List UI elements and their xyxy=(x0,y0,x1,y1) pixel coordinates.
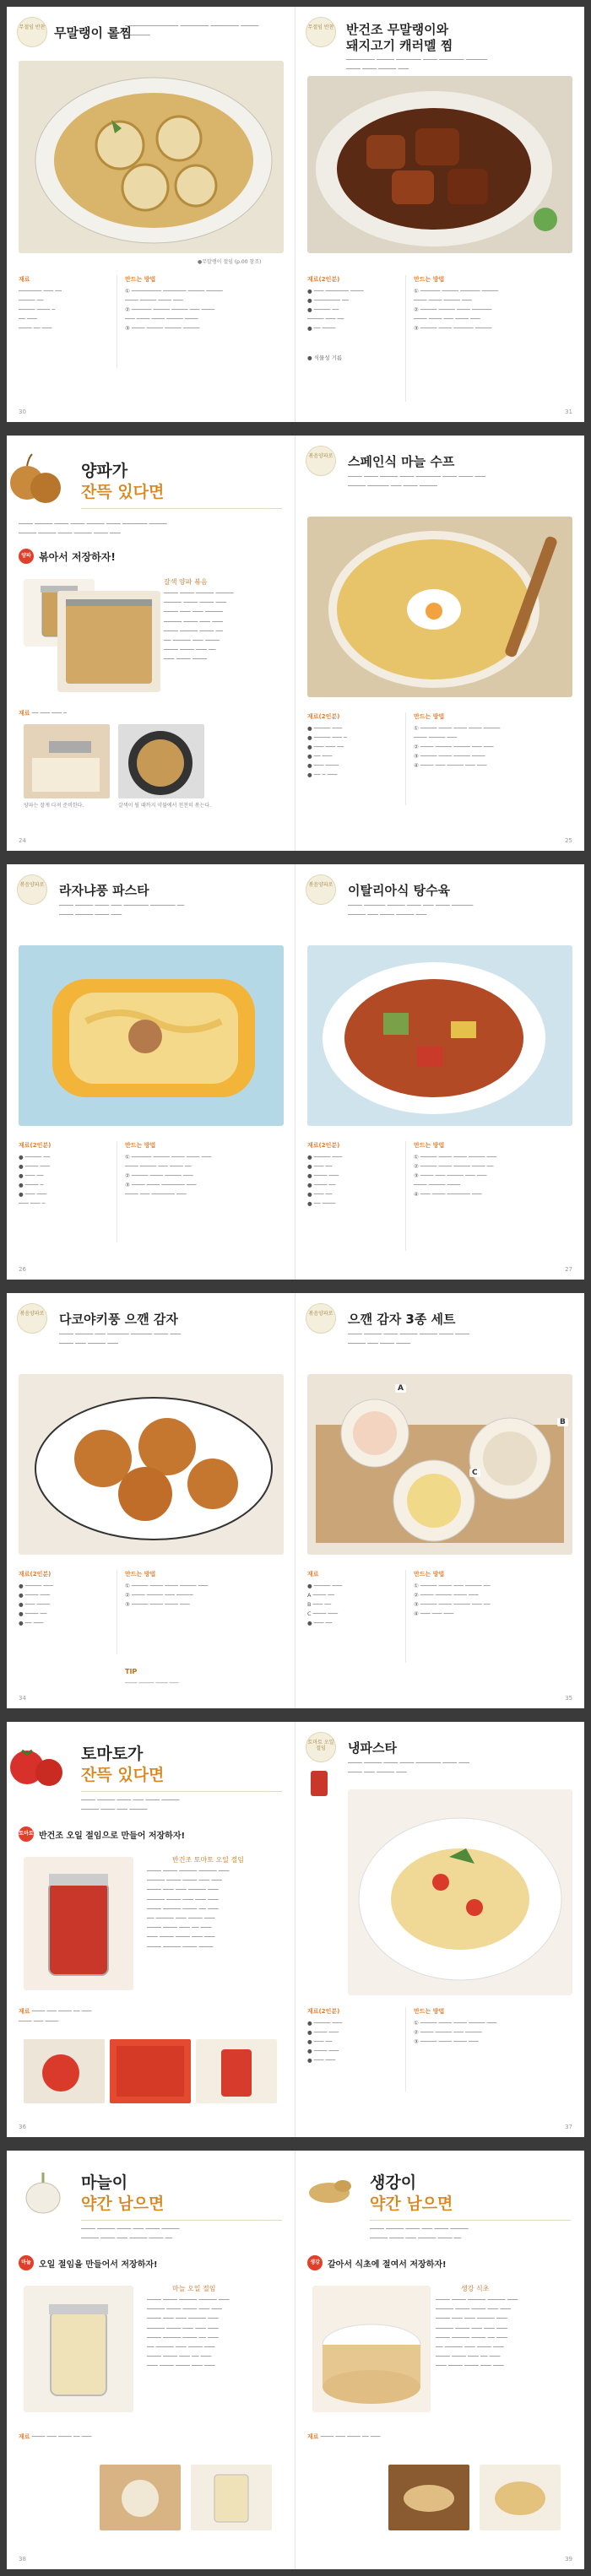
bag-photo xyxy=(57,591,160,692)
recipe-badge: 토마토 오일 절임 xyxy=(306,1732,336,1762)
recipe-description: ─────────────── ──────── ──────── ───── ─────── xyxy=(125,23,259,40)
recipe-title: 이탈리아식 탕수육 xyxy=(348,883,451,898)
dish-photo xyxy=(307,945,572,1126)
sub-heading: 갈색 양파 볶음 xyxy=(164,578,208,586)
garlic-soup-image xyxy=(307,517,572,697)
section-title xyxy=(81,461,164,502)
callout-tag: 생강 xyxy=(307,2255,323,2270)
page-number: 37 xyxy=(565,2124,572,2130)
page-right xyxy=(296,7,584,422)
mashed-potato-set-image xyxy=(307,1374,572,1555)
ingredients-heading: 재료 xyxy=(19,276,30,283)
tomato-jar-photo xyxy=(24,1857,133,1990)
steps-heading: 만드는 방법 xyxy=(414,2008,445,2015)
ingredients-heading: 재료 xyxy=(19,2008,30,2015)
recipe-description: ──── ───── ──── ──── ─────── ──── ─── ──── ─── ───── ─── xyxy=(348,1760,469,1777)
step-caption-1: 양파는 잘게 다져 준비한다. xyxy=(24,803,84,809)
extra-note: ● 식물성 기름 xyxy=(307,354,343,362)
page-number: 34 xyxy=(19,1695,26,1702)
ginger-vinegar-photo xyxy=(312,2286,431,2412)
dish-photo xyxy=(348,1789,572,1995)
ginger-mix-image xyxy=(480,2465,561,2530)
divider xyxy=(405,2007,406,2092)
steps: 만드는 방법 ① ───── ──── ─── ───── ── ② ──── ───── ──── ─── ③ ───── ──── ───── ─── ── ④ ─── ─── ─── xyxy=(414,1570,574,1619)
sub-heading: 생강 식초 xyxy=(461,2285,490,2292)
recipe-title: 다코야키풍 으깬 감자 xyxy=(59,1312,178,1327)
recipe-badge: 볶음양파로 xyxy=(17,1303,47,1334)
dish-photo xyxy=(307,517,572,697)
method-text: ──── ──── ───── ───── ─── ───── ──── ──── ─── ─── ──── ─── ─── ───── ─── ───── ──── ─── ─── ─── ──── ───── ──── ── ─── ── ───── ─── ──── ─── ──── ──── ─── ── ─── ─── ──── ──── ─── ─── xyxy=(147,2297,230,2370)
recipe-title: 스페인식 마늘 수프 xyxy=(348,454,455,469)
step-photo-2 xyxy=(110,2039,191,2103)
sub-heading: 반건조 토마토 오일 절임 xyxy=(172,1856,244,1864)
dish-photo xyxy=(19,945,284,1126)
garlic-chop-image xyxy=(100,2465,181,2530)
tomato-jar-icon xyxy=(306,1767,333,1798)
ingredients: 재료 ──── ─── ──── ── ─── xyxy=(307,2433,381,2440)
steps: 만드는 방법 ① ───── ──── ──── ───── ─── ② ───── ──── ───── ──── ── ③ ──── ─── ───── ─── ─── ──── ───── ──── ④ ─── ──── ─────── ─── xyxy=(414,1141,574,1199)
title-line-2: 잔뜩 있다면 xyxy=(81,482,165,501)
ingredients-heading: 재료(2인분) xyxy=(19,1571,52,1578)
lasagna-pasta-image xyxy=(19,945,284,1126)
ingredients: 재료(2인분) ● ───── ─── ● ─── ── ● ──── ─── ● ──── ── ● ─── ── ● ── ──── xyxy=(307,1141,400,1209)
ingredients: 재료(2인분) ● ───── ─── ● ──── ─── ● ─── ── ● ──── ─── ● ─── ─── xyxy=(307,2007,400,2065)
recipe-title: 으깬 감자 3종 세트 xyxy=(348,1312,456,1327)
divider xyxy=(405,1141,406,1251)
page-left xyxy=(7,7,296,422)
ingredients: 재료 ● ───── ─── A ──── ── B ─── ── C ──── ─── ● ─── ── xyxy=(307,1570,400,1628)
cut-tomato-image xyxy=(24,2039,105,2103)
ingredients-heading: 재료(2인분) xyxy=(307,276,340,283)
callout-tag: 마늘 xyxy=(19,2255,34,2270)
ginger-grate-image xyxy=(388,2465,469,2530)
photo-caption: ●무말랭이 절임 (p.00 참조) xyxy=(198,259,262,265)
spread-5 xyxy=(7,1722,584,2137)
step-photo-1 xyxy=(24,2039,105,2103)
page-left xyxy=(7,864,296,1280)
pork-caramel-image xyxy=(307,76,572,253)
title-line-1: 토마토가 xyxy=(81,1745,144,1763)
ingredients: 재료(2인분) ● ───── ── ● ──── ─── ● ─── ── ● ──── ─ ● ─── ─── ─── ─── ─ xyxy=(19,1141,111,1209)
section-title xyxy=(81,1744,164,1785)
tomato-jar-image xyxy=(24,1857,133,1990)
steps: 만드는 방법 ① ───── ──── ──── ───── ─── ② ──── ───── ─── ───── ③ ───── ──── ──── ─── xyxy=(414,2007,574,2047)
step-photo-2 xyxy=(191,2465,272,2530)
recipe-title: 라자냐풍 파스타 xyxy=(59,883,149,898)
title-rule xyxy=(81,1791,282,1792)
recipe-description: ──── ──── ───── ──── ─────── ──── ──── ─── ───── ────── ─── ──── ───── xyxy=(348,474,486,490)
step-photo-2 xyxy=(480,2465,561,2530)
title-rule xyxy=(81,508,282,509)
page-left xyxy=(7,1722,296,2137)
section-description: ──── ───── ──── ─── ──── ───── ───── ──── ─── ───── ──── ── xyxy=(81,2226,180,2243)
recipe-description: ──── ───── ──── ───── ───── ──── ──── ───── ─── ──── ──── xyxy=(348,1331,469,1348)
tomato-icon xyxy=(7,1737,66,1791)
recipe-badge: 볶음양파로 xyxy=(306,1303,336,1334)
title-line-2: 잔뜩 있다면 xyxy=(81,1765,165,1784)
title-line-1: 양파가 xyxy=(81,462,128,480)
dish-photo xyxy=(307,1374,572,1555)
sub-heading: 마늘 오일 절임 xyxy=(172,2285,216,2292)
page-right xyxy=(296,1293,584,1708)
callout-text: 오일 절임을 만들어서 저장하자! xyxy=(39,2259,158,2270)
step-photo-3 xyxy=(196,2039,277,2103)
recipe-badge: 무절임 반찬 xyxy=(306,17,336,47)
ingredients-heading: 재료 xyxy=(307,2433,319,2440)
jar-fill-image xyxy=(196,2039,277,2103)
step-photo-1 xyxy=(24,724,110,798)
recipe-badge: 볶음양파로 xyxy=(17,874,47,905)
ingredients: 재료 ── ─── ─── ─ xyxy=(19,710,68,717)
ingredients: 재료 ──── ─── ──── ── ─── ──── ─── ──── xyxy=(19,2008,92,2025)
ingredients-heading: 재료 xyxy=(19,710,30,717)
pan-image xyxy=(118,724,204,798)
dish-photo xyxy=(19,61,284,253)
chopping-image xyxy=(24,724,110,798)
divider xyxy=(405,1570,406,1663)
page-number: 25 xyxy=(565,837,572,844)
ginger-icon xyxy=(304,2173,355,2210)
ingredients: 재료 ─────── ─── ── ───── ── ───── ──── ─ ── ─── ──── ── ─── xyxy=(19,275,111,333)
callout-text: 갈아서 식초에 절여서 저장하자! xyxy=(328,2259,447,2270)
section-title xyxy=(81,2173,164,2214)
steps-heading: 만드는 방법 xyxy=(414,276,445,283)
dried-tomato-image xyxy=(110,2039,191,2103)
recipe-badge: 볶음양파로 xyxy=(306,874,336,905)
garlic-jar-image xyxy=(24,2286,133,2412)
storage-callout xyxy=(19,549,116,564)
steps-heading: 만드는 방법 xyxy=(414,1142,445,1149)
step-photo-2 xyxy=(118,724,204,798)
recipe-description: ──── ────── ───── ──── ─── ──── ────── ───── ─── ──── ───── ─── xyxy=(348,902,474,919)
label-a: A xyxy=(395,1384,406,1393)
steps-heading: 만드는 방법 xyxy=(414,713,445,720)
spread-1 xyxy=(7,7,584,422)
steps-heading: 만드는 방법 xyxy=(125,1571,156,1578)
storage-callout xyxy=(307,2255,447,2270)
page-left xyxy=(7,436,296,851)
title-line-1: 반건조 무말랭이와 xyxy=(346,22,449,37)
method-text: ──── ──── ───── ───── ─── ───── ──── ──── ─── ─── ──── ─── ─── ───── ─── ───── ──── ─── ─── ─── ──── ───── ──── ── ─── ── ───── ─── ──── ─── ──── ──── ─── ── ─── ─── ──── ──── ─── ─── ──── ───── ──── ──── xyxy=(147,1868,230,1951)
steps: 만드는 방법 ① ───── ──── ──── ───── ─── ② ──── ───── ─── ───── ③ ───── ──── ──── ─── xyxy=(125,1570,285,1610)
page-number: 38 xyxy=(19,2556,26,2562)
page-number: 36 xyxy=(19,2124,26,2130)
storage-callout xyxy=(19,1826,185,1842)
garlic-jar-fill-image xyxy=(191,2465,272,2530)
ingredients-heading: 재료(2인분) xyxy=(307,1142,340,1149)
garlic-icon xyxy=(22,2169,64,2215)
page-right xyxy=(296,864,584,1280)
spread-6 xyxy=(7,2151,584,2569)
ginger-bowl-image xyxy=(312,2286,431,2412)
steps: 만드는 방법 ① ────── ───── ────── ───── ──── ──── ───── ─── ② ───── ───── ──── ────── ──── ──── ─── ──── ─── ③ ───── ──── ────── ───── xyxy=(414,275,574,333)
section-description: ──── ───── ──── ──── ───── ──── ─────── ───── ───── ───── ──── ───── ──── ─── xyxy=(19,521,167,538)
page-number: 24 xyxy=(19,837,26,844)
cold-pasta-image xyxy=(348,1789,572,1995)
recipe-title xyxy=(346,22,453,54)
section-description: ──── ───── ──── ─── ──── ───── ───── ──── ─── ───── xyxy=(81,1797,180,1814)
method-text: ──── ──── ───── ───── ───── ──── ──── ─── ──── ─── ─── ───── ───── ──── ─── ─── ──── ───── ──── ── ── ───── ─── ──── ──── ──── ─── ── ─── ──── ──── xyxy=(164,590,234,663)
page-right xyxy=(296,2151,584,2569)
spread-3 xyxy=(7,864,584,1280)
step-caption-2: 갈색이 될 때까지 약불에서 천천히 볶는다. xyxy=(118,803,211,809)
tip-text: ──── ───── ──── ─── xyxy=(125,1680,179,1686)
ingredients: 재료(2인분) ● ─── ─────── ──── ● ──────── ── ● ───── ── ───── ─── ── ● ── ──── ● 식물성 기름 xyxy=(307,275,400,363)
recipe-badge: 무절임 반찬 xyxy=(17,17,47,47)
dish-photo xyxy=(19,1374,284,1555)
divider xyxy=(405,712,406,805)
onion-icon xyxy=(7,451,66,510)
title-line-1: 마늘이 xyxy=(81,2173,128,2192)
page-left xyxy=(7,2151,296,2569)
ingredients-heading: 재료(2인분) xyxy=(307,713,340,720)
method-text: ──── ──── ───── ───── ─── ───── ──── ──── ─── ─── ──── ─── ─── ───── ─── ───── ──── ─── ─── ─── ──── ───── ──── ── ─── ── ───── ─── ──── ─── ──── ──── ─── ── ─── ─── ──── ──── ─── ─── xyxy=(436,2297,518,2370)
page-left xyxy=(7,1293,296,1708)
ingredients-heading: 재료(2인분) xyxy=(19,1142,52,1149)
spread-2 xyxy=(7,436,584,851)
ingredients-heading: 재료 xyxy=(19,2433,30,2440)
sweet-sour-pork-image xyxy=(307,945,572,1126)
step-photo-1 xyxy=(388,2465,469,2530)
callout-text: 볶아서 저장하자! xyxy=(39,550,116,563)
garlic-jar-photo xyxy=(24,2286,133,2412)
tip-label: TIP xyxy=(125,1668,138,1675)
steps-heading: 만드는 방법 xyxy=(125,276,156,283)
page-number: 30 xyxy=(19,409,26,415)
takoyaki-potato-image xyxy=(19,1374,284,1555)
page-number: 31 xyxy=(565,409,572,415)
ingredients-heading: 재료(2인분) xyxy=(307,2008,340,2015)
page-number: 35 xyxy=(565,1695,572,1702)
step-photo-1 xyxy=(100,2465,181,2530)
page-number: 39 xyxy=(565,2556,572,2562)
callout-tag: 토마토 xyxy=(19,1826,34,1842)
title-line-1: 생강이 xyxy=(370,2173,417,2192)
page-number: 26 xyxy=(19,1266,26,1273)
bag-image xyxy=(57,591,160,692)
title-rule xyxy=(81,2220,282,2221)
ingredients: 재료 ──── ─── ──── ── ─── xyxy=(19,2433,92,2440)
title-line-2: 약간 남으면 xyxy=(81,2194,165,2213)
divider xyxy=(405,275,406,402)
ingredients: 재료(2인분) ● ───── ─── ● ───── ─── ─ ● ─── ─── ── ● ── ─── ● ─── ──── ● ── ─ ─── xyxy=(307,712,400,780)
page-right xyxy=(296,436,584,851)
page-number: 27 xyxy=(565,1266,572,1273)
section-title xyxy=(370,2173,453,2214)
steps-heading: 만드는 방법 xyxy=(125,1142,156,1149)
label-b: B xyxy=(557,1418,568,1426)
recipe-title: 냉파스타 xyxy=(348,1740,397,1756)
storage-callout xyxy=(19,2255,158,2270)
recipe-title: 무말랭이 롤찜 xyxy=(54,25,133,41)
title-line-2: 약간 남으면 xyxy=(370,2194,453,2213)
steps-heading: 만드는 방법 xyxy=(414,1571,445,1578)
ingredients-heading: 재료 xyxy=(307,1571,319,1578)
title-line-2: 돼지고기 캐러멜 찜 xyxy=(346,37,453,53)
recipe-description: ──── ───── ──── ─── ─────── ─────── ── ──── ───── ──── ─── xyxy=(59,902,185,919)
spread-4 xyxy=(7,1293,584,1708)
title-rule xyxy=(370,2220,571,2221)
callout-text: 반건조 오일 절임으로 만들어 저장하자! xyxy=(39,1831,186,1841)
steps: 만드는 방법 ① ───────── ─────── ───── ───── ──── ───── ──── ─── ② ────── ───── ───── ─── ──── ─── ──── ──── ───── ──── ③ ──── ───── ───── ───── xyxy=(125,275,285,333)
steps: 만드는 방법 ① ───── ──── ──── ──── ───── ──── ───── ─── ② ──── ───── ───── ─── ─── ③ ───── ──── ───── ──── ④ ──── ─── ───── ─── ─── xyxy=(414,712,574,771)
ingredients: 재료(2인분) ● ───── ─── ● ──── ─── ● ─── ──── ● ──── ── ● ── ─── xyxy=(19,1570,111,1628)
recipe-description: ──────── ───── ─────── ──── ─────── ────── ──── ──── ───── ─── xyxy=(346,57,488,73)
label-c: C xyxy=(469,1469,480,1477)
recipe-badge: 볶음양파로 xyxy=(306,446,336,476)
section-description: ──── ───── ──── ─── ──── ───── ───── ──── ─── ───── ──── ── xyxy=(370,2226,469,2243)
dish-photo xyxy=(307,76,572,253)
callout-tag: 양파 xyxy=(19,549,34,564)
steps: 만드는 방법 ① ────── ───── ──── ──── ─── ──── ───── ─── ──── ── ② ───── ──── ───── ─── ③ ──── ──── ─────── ─── ──── ─── ─────── ─── xyxy=(125,1141,285,1199)
daikon-roll-image xyxy=(19,61,284,253)
recipe-description: ──── ───── ─── ────── ────── ──── ─── ──── ─── ───── ─── xyxy=(59,1331,181,1348)
page-right xyxy=(296,1722,584,2137)
